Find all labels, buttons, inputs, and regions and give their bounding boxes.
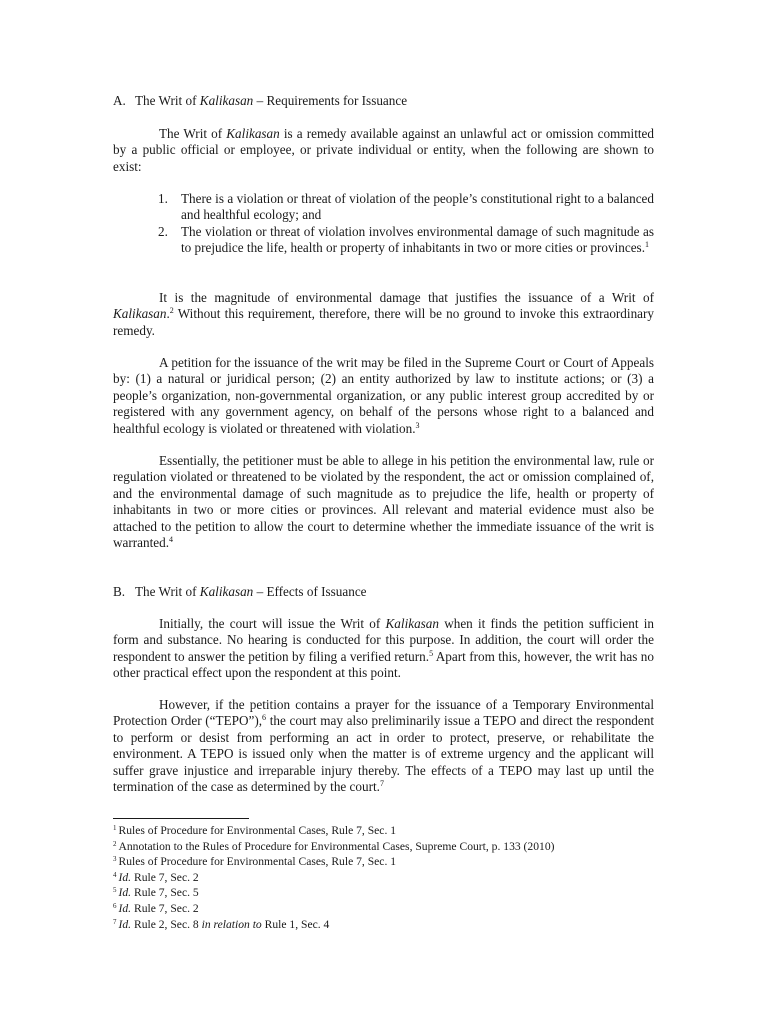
footnote-text: Rule 7, Sec. 2 <box>131 901 199 915</box>
footnote-ref: 4 <box>169 535 174 545</box>
footnote-text: Rules of Procedure for Environmental Cases, Rule 7, Sec. 1 <box>118 855 397 869</box>
list-item-number: 1. <box>158 191 168 206</box>
footnotes <box>113 823 673 932</box>
footnote <box>113 823 673 839</box>
para1-italic: Kalikasan <box>226 126 280 141</box>
footnote-italic: Id. <box>118 917 132 931</box>
footnote-number: 2 <box>113 839 117 848</box>
footnote-ref: 1 <box>645 240 649 250</box>
footnote-number: 1 <box>113 824 117 832</box>
section-b-title-pre: The Writ of <box>135 584 200 599</box>
footnote <box>113 854 673 870</box>
footnote-text: Rules of Procedure for Environmental Cases, Rule 7, Sec. 1 <box>118 824 397 837</box>
para5-pre: Initially, the court will issue the Writ of <box>159 616 386 631</box>
section-a-title-pre: The Writ of <box>135 93 200 108</box>
paragraph-1 <box>113 126 654 175</box>
para4-text: Essentially, the petitioner must be able to allege in his petition the environmental law, rule or regulation violated or threatened to be violated by the respondent, the act or omission complained of, and the environmental damage of such magnitude as to prejudice the life, health or property of inhabitants in two or more cities or provinces. All relevant and material evidence must also be attached to the petition to allow the court to determine whether the immediate issuance of the writ is warranted. <box>113 453 654 551</box>
para6-pre: However, if the petition contains a prayer for the issuance of a Temporary Environmental Protection Order (“TEPO”), <box>113 697 654 729</box>
para2-pre: It is the magnitude of environmental damage that justifies the issuance of a Writ of <box>159 290 654 305</box>
footnote-ref: 5 <box>429 648 434 658</box>
para2-post: Without this requirement, therefore, there will be no ground to invoke this extraordinary remedy. <box>113 306 654 338</box>
list-item <box>113 191 654 224</box>
footnote-ref: 7 <box>379 779 384 789</box>
paragraph-3 <box>113 355 654 437</box>
footnote-text: Rule 2, Sec. 8 <box>131 917 202 931</box>
footnote-italic: Id. <box>118 870 132 884</box>
footnote-number: 7 <box>113 917 117 926</box>
footnote-italic: in relation to <box>201 917 262 931</box>
para5-mid: when it finds the petition sufficient in form and substance. No hearing is conducted for this purpose. In addition, the court will order the respondent to answer the petition by filing a verified return. <box>113 616 654 664</box>
para1-pre: The Writ of <box>159 126 227 141</box>
section-b-title-italic: Kalikasan <box>199 584 254 599</box>
footnote-ref: 6 <box>262 713 267 723</box>
footnote-number: 3 <box>113 855 117 864</box>
footnote-ref: 2 <box>169 306 174 316</box>
paragraph-5 <box>113 616 654 682</box>
footnote <box>113 885 673 901</box>
paragraph-4 <box>113 453 654 551</box>
para3-text: A petition for the issuance of the writ may be filed in the Supreme Court or Court of Appeals by: (1) a natural or juridical person; (2) an entity authorized by law to institute actions; or (3) a people’s organization, non-governmental organization, or any public interest group accredited by or registered with any government agency, on behalf of the persons whose right to a balanced and healthful ecology is violated or threatened with violation. <box>113 355 654 436</box>
section-b-title-post: – Effects of Issuance <box>253 584 367 599</box>
footnote <box>113 901 673 917</box>
list-item <box>113 224 654 257</box>
footnote-separator <box>113 818 249 819</box>
section-a-heading <box>113 93 407 109</box>
section-a-title-post: – Requirements for Issuance <box>253 93 408 108</box>
footnote-number: 6 <box>113 901 117 910</box>
footnote-ref: 3 <box>415 420 420 430</box>
footnote-text: Rule 7, Sec. 2 <box>131 870 199 884</box>
footnote <box>113 917 673 933</box>
section-b-marker: B. <box>113 584 126 599</box>
list-item-text: There is a violation or threat of violation of the people’s constitutional right to a balanced and healthful ecology; and <box>181 191 654 223</box>
para6-mid: the court may also preliminarily issue a TEPO and direct the respondent to perform or desist from performing an act in order to protect, preserve, or rehabilitate the environment. A TEPO is issued only when the matter is of extreme urgency and the applicant will suffer grave injustice and irreparable injury thereby. The effects of a TEPO may last up until the termination of the case as determined by the court. <box>113 713 654 795</box>
list-item-number: 2. <box>158 223 168 239</box>
paragraph-2 <box>113 290 654 339</box>
footnote-number: 4 <box>113 870 117 879</box>
para5-italic: Kalikasan <box>385 616 439 631</box>
list-item-text: The violation or threat of violation involves environmental damage of such magnitude as to prejudice the life, health or property of inhabitants in two or more cities or provinces. <box>181 223 654 256</box>
section-b-heading <box>113 584 367 600</box>
section-a-title-italic: Kalikasan <box>199 93 254 108</box>
footnote <box>113 870 673 886</box>
footnote-text: Annotation to the Rules of Procedure for Environmental Cases, Supreme Court, p. 133 (2010) <box>118 839 555 853</box>
numbered-list <box>113 191 654 257</box>
para5-post: Apart from this, however, the writ has no other practical effect upon the respondent at this point. <box>113 648 654 681</box>
footnote-text: Rule 7, Sec. 5 <box>131 886 199 900</box>
footnote-number: 5 <box>113 886 117 895</box>
paragraph-6 <box>113 697 654 795</box>
para2-mid: . <box>166 306 170 322</box>
para2-italic: Kalikasan <box>113 306 167 322</box>
footnote-text: Rule 1, Sec. 4 <box>261 917 330 931</box>
footnote <box>113 839 673 855</box>
section-a-marker: A. <box>113 93 126 108</box>
footnote-italic: Id. <box>118 901 132 915</box>
footnote-italic: Id. <box>118 886 132 900</box>
para1-post: is a remedy available against an unlawful act or omission committed by a public official or employee, or private individual or entity, when the following are shown to exist: <box>113 126 654 174</box>
